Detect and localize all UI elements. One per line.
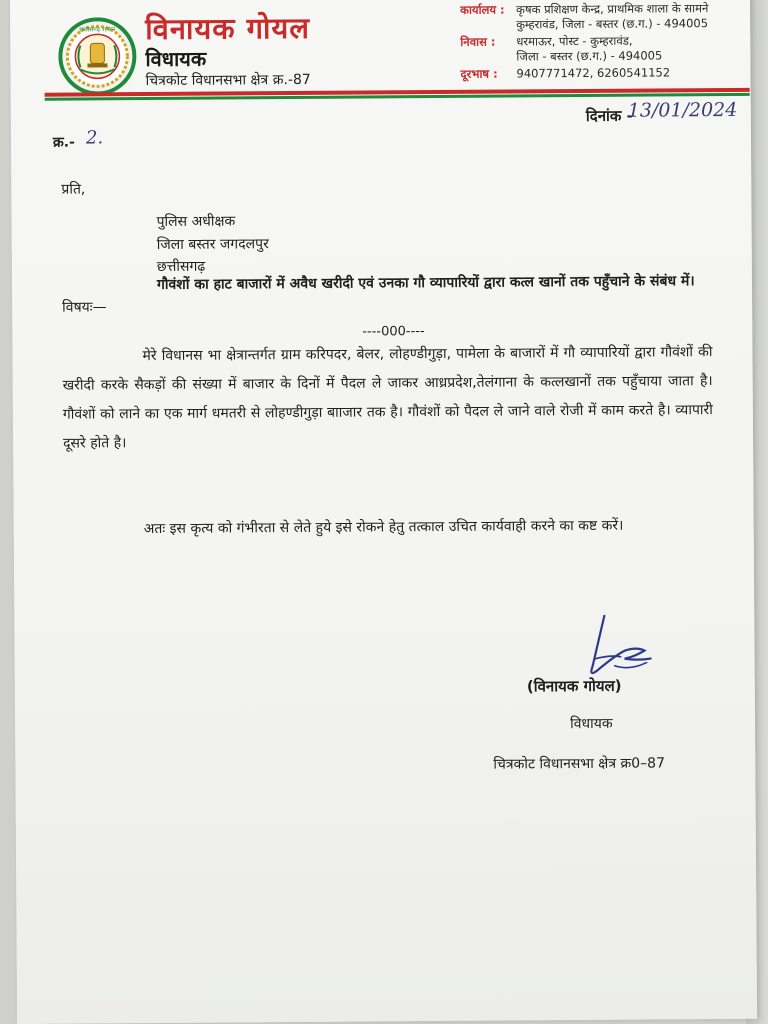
recipient-line-2: जिला बस्तर जगदलपुर bbox=[156, 236, 269, 253]
letter-page bbox=[10, 0, 757, 1024]
signatory-name: (विनायक गोयल) bbox=[526, 676, 622, 696]
residence-label: निवास : bbox=[460, 34, 496, 49]
body-paragraph-1: मेरे विधानस भा क्षेत्रान्तर्गत ग्राम करिपदर, बेलर, लोहण्डीगुड़ा, पामेला के बाजारों में गौ व्यापारियों द्वारा गौवंशों की खरीदी करके सैकड़ों की संख्या में बाजार के दिनों में पैदल ले जाकर आध्रप्रदेश,तेलंगाना के कत्लखानों तक पहुँचाया जाता है। गौवंशों को लाने का एक मार्ग धमतरी से लोहण्डीगुड़ा बााजार तक है। गौवंशों को पैदल ले जाने वाले रोजी में काम करते है। व्यापारी दूसरे होते है। bbox=[62, 344, 713, 452]
reference-value: 2. bbox=[85, 127, 104, 149]
letterhead-name: विनायक गोयल bbox=[145, 10, 311, 47]
office-address bbox=[458, 1, 748, 33]
office-label: कार्यालय : bbox=[460, 2, 505, 17]
letterhead-contact bbox=[458, 1, 749, 84]
recipient-prati: प्रति, bbox=[61, 181, 86, 198]
signatory-designation: विधायक bbox=[570, 715, 613, 733]
government-seal-icon bbox=[58, 17, 137, 96]
letterhead-designation: विधायक bbox=[145, 46, 207, 72]
office-line-1: कृषक प्रशिक्षण केन्द्र, प्राथमिक शाला के सामने bbox=[516, 1, 709, 17]
body-paragraph-2: अतः इस कृत्य को गंभीरता से लेते हुये इसे रोकने हेतु तत्काल उचित कार्यवाही करने का कष्ट करें। bbox=[143, 517, 624, 538]
recipient-line-1: पुलिस अधीक्षक bbox=[156, 213, 236, 230]
signatory-constituency: चित्रकोट विधानसभा क्षेत्र क्र0–87 bbox=[493, 755, 666, 773]
residence-line-2: जिला - बस्तर (छ.ग.) - 494005 bbox=[516, 48, 663, 64]
subject-label: विषयः— bbox=[62, 299, 107, 316]
residence-line-1: धरमाऊर, पोस्ट - कुम्हरावंड, bbox=[516, 33, 633, 49]
phone-label: दूरभाष : bbox=[460, 66, 498, 81]
subject-text: गौवंशों का हाट बाजारों में अवैध खरीदी एवं उनका गौ व्यापारियों द्वारा कत्ल खानों तक पहुँचाने के संबंध में। bbox=[156, 273, 695, 293]
date-value: 13/01/2024 bbox=[627, 98, 738, 122]
recipient-line-3: छत्तीसगढ़ bbox=[156, 258, 206, 275]
phone-numbers: 9407771472, 6260541152 bbox=[516, 65, 671, 81]
residence-address bbox=[458, 33, 748, 65]
subject-divider: ----000---- bbox=[362, 324, 425, 340]
reference-label: क्र.- bbox=[52, 134, 75, 151]
seal-text: छत्तीसगढ़ शासन bbox=[79, 26, 116, 34]
phone-info bbox=[458, 65, 748, 82]
letterhead-constituency: चित्रकोट विधानसभा क्षेत्र क्र.-87 bbox=[145, 71, 311, 90]
date-label: दिनांक - bbox=[585, 106, 633, 125]
office-line-2: कुम्हरावंड, जिला - बस्तर (छ.ग.) - 494005 bbox=[516, 16, 709, 32]
